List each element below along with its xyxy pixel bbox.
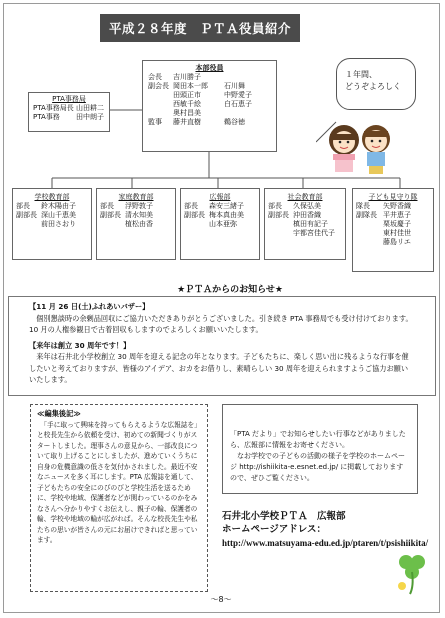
role-label	[268, 220, 290, 229]
editorial-heading: ≪編集後記≫	[37, 409, 81, 418]
editorial-box	[30, 404, 208, 592]
group-row	[184, 211, 256, 220]
group-box-public-relations	[180, 188, 260, 260]
group-row	[268, 229, 342, 238]
member-name: 鵜谷徳	[224, 118, 245, 126]
member-name: 藤島リエ	[383, 238, 411, 246]
member-name: 藤井直樹	[173, 118, 201, 126]
anniversary-title: 【来年は創立 30 周年です！】	[29, 340, 131, 350]
page-title: 平成２８年度 ＰＴＡ役員紹介	[100, 14, 300, 42]
greeting-line: １年間、	[345, 70, 377, 79]
role-label	[16, 220, 38, 229]
member-name: 沖田香織	[293, 211, 321, 219]
group-row	[16, 220, 88, 229]
member-name: 岡田本一郎	[173, 82, 208, 90]
member-name: 山田耕二	[76, 104, 104, 112]
role-label: 部長	[100, 202, 114, 210]
group-row	[184, 202, 256, 211]
group-row	[100, 220, 172, 229]
member-name: 前田さおり	[41, 220, 76, 228]
main-officers-heading: 本部役員	[195, 64, 224, 72]
contact-footer	[222, 510, 432, 550]
role-label: 部長	[16, 202, 30, 210]
member-name: 鈴木陽由子	[41, 202, 76, 210]
role-label: 副部長	[16, 211, 37, 219]
role-label	[356, 229, 380, 238]
group-heading: 家庭教育部	[118, 193, 154, 201]
group-row	[356, 202, 430, 211]
group-row	[16, 202, 88, 211]
group-heading: 学校教育部	[34, 193, 70, 201]
page-number: ～8～	[210, 595, 232, 604]
member-name: 奥村昌美	[173, 109, 201, 117]
role-label: 部長	[184, 202, 198, 210]
member-name: 白石恵子	[224, 100, 252, 108]
group-box-home-education	[96, 188, 176, 260]
member-name: 深山千恵美	[41, 211, 76, 219]
group-box-child-watch	[352, 188, 434, 272]
pta-office-heading: PTA事務局	[52, 95, 86, 103]
group-heading: 社会教育部	[287, 193, 323, 201]
group-heading: 子ども見守り隊	[368, 193, 418, 201]
homepage-url[interactable]: http://www.matsuyama-edu.ed.jp/ptaren/t/psishiikita/	[222, 538, 429, 548]
member-name: 槙田有記子	[293, 220, 328, 228]
contact-box	[222, 404, 418, 494]
member-name: 植松由香	[125, 220, 153, 228]
role-label: 副部長	[184, 211, 205, 219]
greeting-line: どうぞよろしく	[345, 82, 401, 91]
org-connector-lines	[0, 0, 445, 200]
member-name: 森安三緒子	[209, 202, 244, 210]
role-label: 副部長	[268, 211, 289, 219]
clover-icon	[392, 548, 432, 596]
member-name: 矢野香織	[383, 202, 411, 210]
role-label: 会長	[148, 73, 162, 81]
group-row	[184, 220, 256, 229]
member-name: 東村佳世	[383, 229, 411, 237]
role-label: 副隊長	[356, 211, 377, 219]
role-label: PTA事務局長	[33, 104, 74, 112]
member-name: 中野愛子	[224, 91, 252, 99]
org-name: 石井北小学校ＰＴＡ 広報部	[222, 511, 346, 522]
notice-heading: ★ＰＴＡからのお知らせ★	[177, 285, 283, 295]
group-box-social-education	[264, 188, 346, 260]
member-name: 山本亜弥	[209, 220, 237, 228]
member-name: 石川舞	[224, 82, 245, 90]
role-label	[100, 220, 122, 229]
member-name: 久保弘美	[293, 202, 321, 210]
role-label: 監事	[148, 118, 162, 126]
role-label	[184, 220, 206, 229]
homepage-label: ホームページアドレス：	[222, 524, 327, 535]
role-label: 部長	[268, 202, 282, 210]
bazaar-title: 【11 月 26 日(土)ふれあいバザー】	[29, 302, 150, 311]
editorial-body: 「手に取って興味を持ってもらえるような広報誌を」と校長先生から依頼を受け、初めての新聞づくりがスタートしました。理事さんの意見から、一部改良について取り上げることにしましたが、進めていくうちに自身の危機意識の低さを気付かされました。最近不安なニュースを多く耳にします。PTA 広報誌を通して、子どもたちの安全にのびのびと学校生活を送るために、学校や地域、保護者などが関わっているのかをみなさんへ分かりやすくお伝えし、親子の輪、保護者の輪、学校や地域の輪が広がれば。そんな校長先生や私たちの思いが皆さんの元にお届けできればと思っています。	[37, 420, 201, 544]
group-row	[356, 220, 430, 229]
group-box-school-education	[12, 188, 92, 260]
group-heading: 広報部	[209, 193, 231, 201]
member-name: 浮野敦子	[125, 202, 153, 210]
member-name: 吉川勝子	[173, 73, 201, 81]
role-label	[356, 220, 380, 229]
role-label: 副会長	[148, 82, 169, 90]
member-name: 栗坂慶子	[383, 220, 411, 228]
member-name: 清水知美	[125, 211, 153, 219]
member-name: 西敏千絵	[173, 100, 201, 108]
anniversary-body: 来年は石井北小学校創立 30 周年を迎える記念の年となります。子どもたちに、楽しく思い出に残るような行事を催したいと考えておりますが、皆様のアイデア、おカをお借りし、素晴らしい 30 周年を迎えられますようご協力お願いいたします。	[29, 352, 409, 384]
role-label: 隊長	[356, 202, 370, 210]
group-row	[356, 211, 430, 220]
bazaar-body: 個別懇談時の余剰品回収にご協力いただきありがとうございました。引き続き PTA 事務局でも受け付けております。10 月の人権参観日で古着回収もしますのでよろしくお願いいたします。	[29, 313, 413, 334]
member-name: 梅本真由美	[209, 211, 244, 219]
group-row	[356, 229, 430, 238]
member-name: 平井恵子	[383, 211, 411, 219]
group-row	[268, 202, 342, 211]
member-name: 田中朗子	[76, 113, 104, 121]
contact-body: 「PTA だより」でお知らせしたい行事などがありましたら、広報部に情報をお寄せください。 なお学校での子どもの活動の様子を学校のホームページ http://ishiikita-e.esnet.ed.jp/ に掲載しておりますので、ぜひご覧ください。	[230, 430, 406, 482]
role-label: PTA事務	[33, 113, 60, 121]
group-row	[16, 211, 88, 220]
group-row	[356, 238, 430, 247]
group-row	[268, 220, 342, 229]
role-label: 副部長	[100, 211, 121, 219]
group-row	[100, 202, 172, 211]
notice-box	[8, 296, 436, 396]
role-label	[268, 229, 290, 238]
role-label	[356, 238, 380, 247]
group-row	[268, 211, 342, 220]
member-name: 田頭正市	[173, 91, 201, 99]
group-row	[100, 211, 172, 220]
member-name: 宇都宮佳代子	[293, 229, 335, 237]
